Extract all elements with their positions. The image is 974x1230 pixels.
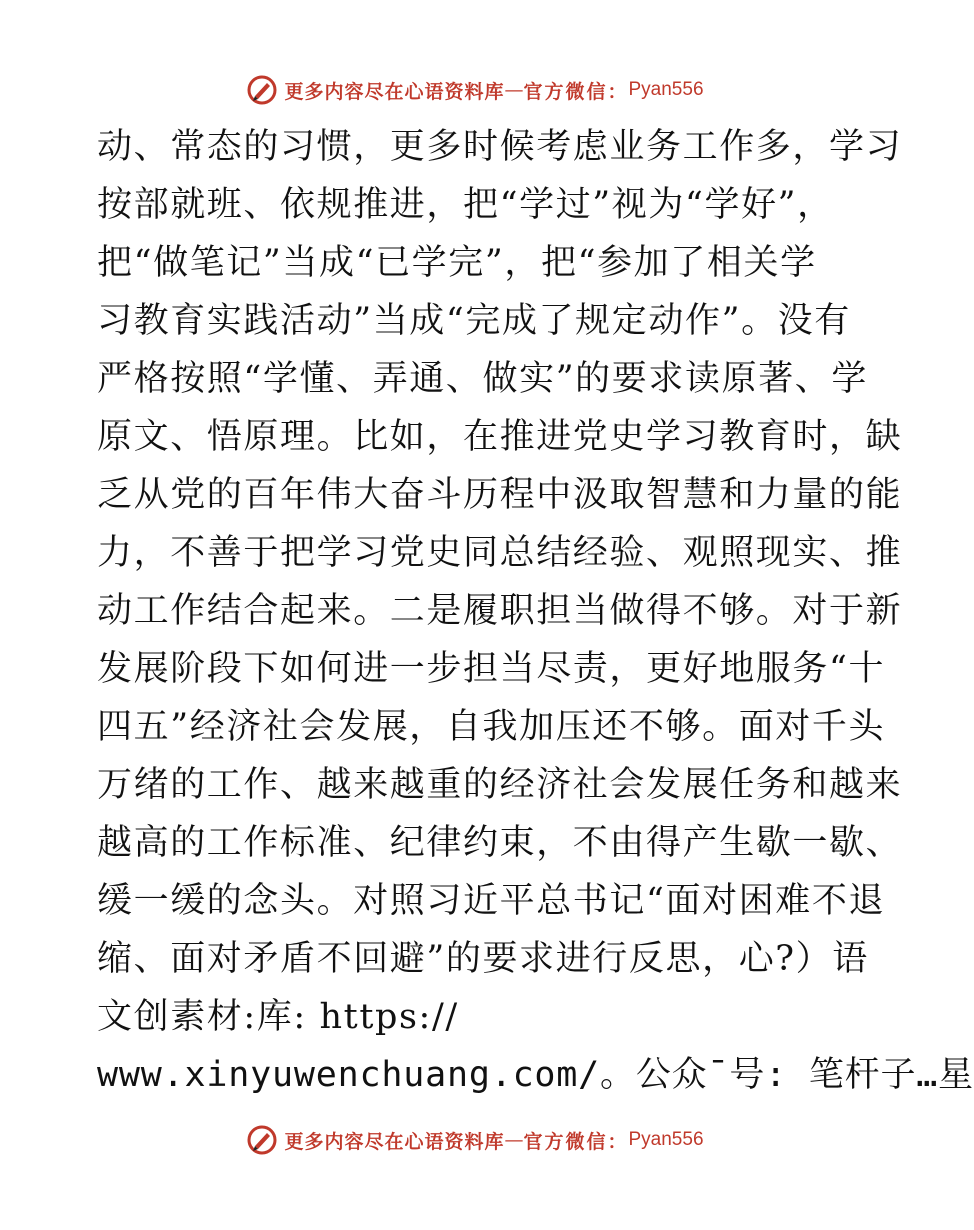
document-body	[97, 118, 974, 1104]
body-line-3: 把“做笔记”当成“已学完”，把“参加了相关学	[97, 243, 817, 283]
body-line-9: 动工作结合起来。二是履职担当做得不够。对于新	[97, 591, 903, 631]
banner-wechat-id: Pyan556	[628, 79, 704, 100]
header-banner	[0, 70, 950, 110]
body-line-2: 按部就班、依规推进，把“学过”视为“学好”，	[97, 185, 834, 225]
logo-icon	[246, 1124, 278, 1156]
body-line-7: 乏从党的百年伟大奋斗历程中汲取智慧和力量的能	[97, 475, 903, 515]
body-line-15: 缩、面对矛盾不回避”的要求进行反思，心?）语	[97, 939, 869, 979]
body-line-8: 力，不善于把学习党史同总结经验、观照现实、推	[97, 533, 903, 573]
body-line-6: 原文、悟原理。比如，在推进党史学习教育时，缺	[97, 417, 903, 457]
body-line-10: 发展阶段下如何进一步担当尽责，更好地服务“十	[97, 649, 886, 689]
banner-dash: —	[504, 79, 524, 101]
banner-dash: —	[504, 1129, 524, 1151]
banner-wechat-id: Pyan556	[628, 1129, 704, 1150]
body-line-4: 习教育实践活动”当成“完成了规定动作”。没有	[97, 301, 851, 341]
body-line-1: 动、常态的习惯，更多时候考虑业务工作多，学习	[97, 127, 903, 167]
logo-icon	[246, 74, 278, 106]
body-line-16: 文创素材:库: https://	[97, 997, 459, 1037]
banner-text: 更多内容尽在心语资料库	[284, 1130, 505, 1153]
banner-wechat-label: 官方微信：	[523, 80, 629, 103]
banner-text: 更多内容尽在心语资料库	[284, 80, 505, 103]
body-line-11: 四五”经济社会发展，自我加压还不够。面对千头	[97, 707, 886, 747]
footer-banner	[0, 1120, 950, 1160]
body-line-13: 越高的工作标准、纪律约束，不由得产生歇一歇、	[97, 823, 903, 863]
body-line-12: 万绪的工作、越来越重的经济社会发展任务和越来	[97, 765, 903, 805]
banner-wechat-label: 官方微信：	[523, 1130, 629, 1153]
body-line-17: www.xinyuwenchuang.com/。公众¯号: 笔杆子…星	[97, 1055, 974, 1095]
body-line-14: 缓一缓的念头。对照习近平总书记“面对困难不退	[97, 881, 886, 921]
body-line-5: 严格按照“学懂、弄通、做实”的要求读原著、学	[97, 359, 868, 399]
